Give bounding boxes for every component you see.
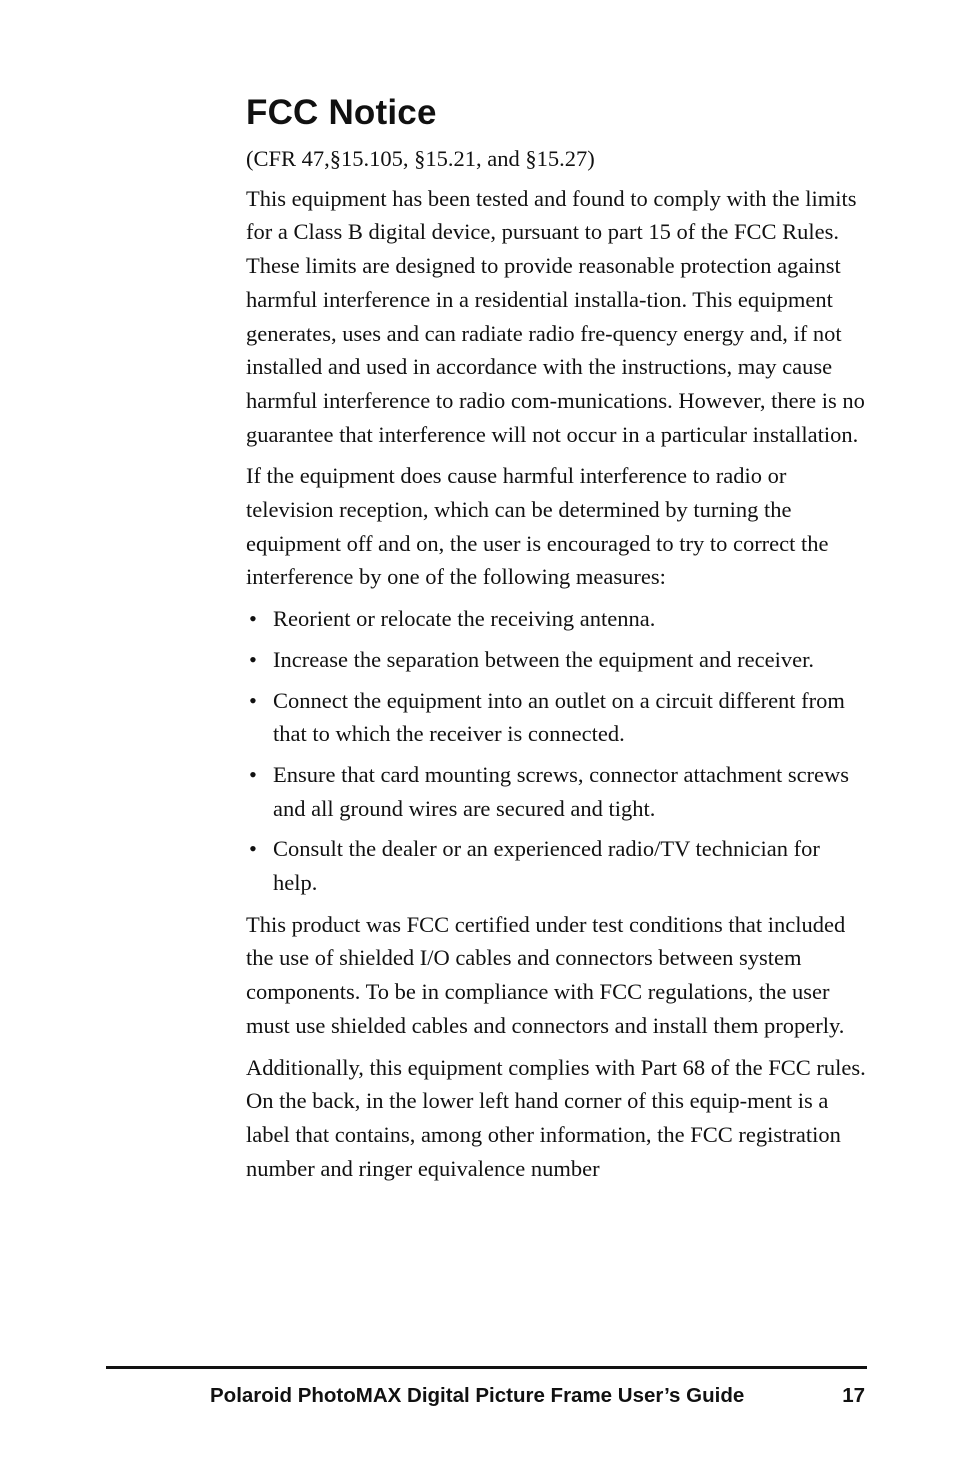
paragraph-part68: Additionally, this equipment complies with Part 68 of the FCC rules. On the back, in the lower left hand corner of this equip-ment is a label that contains, among other information, the FCC registration number and ringer equivalence number	[246, 1054, 866, 1181]
list-item-text: Ensure that card mounting screws, connector attachment screws and all ground wires are secured and tight.	[273, 761, 850, 821]
list-item-text: Consult the dealer or an experienced radio/TV technician for help.	[273, 836, 820, 896]
measures-list	[246, 602, 868, 900]
paragraph-interference: If the equipment does cause harmful interference to radio or television reception, which can be determined by turning the equipment off and on, the user is encouraged to try to correct the interference by one of the following measures:	[246, 463, 829, 590]
bullet-icon: •	[249, 836, 257, 862]
bullet-icon: •	[249, 606, 257, 632]
bullet-icon: •	[249, 687, 257, 713]
paragraph-compliance: This equipment has been tested and found to comply with the limits for a Class B digital device, pursuant to part 15 of the FCC Rules. These limits are designed to provide reasonable protection against harmful interference in a residential installa-tion. This equipment generates, uses and can radiate radio fre-quency energy and, if not installed and used in accordance with the instructions, may cause harmful interference to radio com-munications. However, there is no guarantee that interference will not occur in a particular installation.	[246, 185, 865, 447]
page-number: 17	[842, 1384, 865, 1407]
list-item	[246, 758, 868, 825]
list-item-text: Increase the separation between the equipment and receiver.	[273, 646, 814, 672]
paragraph-certification: This product was FCC certified under test conditions that included the use of shielded I/O cables and connectors between system components. To be in compliance with FCC regulations, the user must use shielded cables and connectors and install them properly.	[246, 911, 846, 1038]
list-item	[246, 684, 868, 751]
page-title: FCC Notice	[246, 93, 437, 132]
bullet-icon: •	[249, 761, 257, 787]
list-item	[246, 643, 868, 677]
page-content	[246, 92, 868, 1193]
list-item-text: Connect the equipment into an outlet on a circuit different from that to which the receiver is connected.	[273, 687, 845, 747]
footer-guide-title: Polaroid PhotoMAX Digital Picture Frame User’s Guide	[210, 1384, 745, 1407]
footer-divider	[106, 1366, 867, 1369]
list-item-text: Reorient or relocate the receiving antenna.	[273, 606, 656, 632]
list-item	[246, 832, 868, 899]
list-item	[246, 602, 868, 636]
regulation-citation: (CFR 47,§15.105, §15.21, and §15.27)	[246, 146, 595, 171]
bullet-icon: •	[249, 646, 257, 672]
